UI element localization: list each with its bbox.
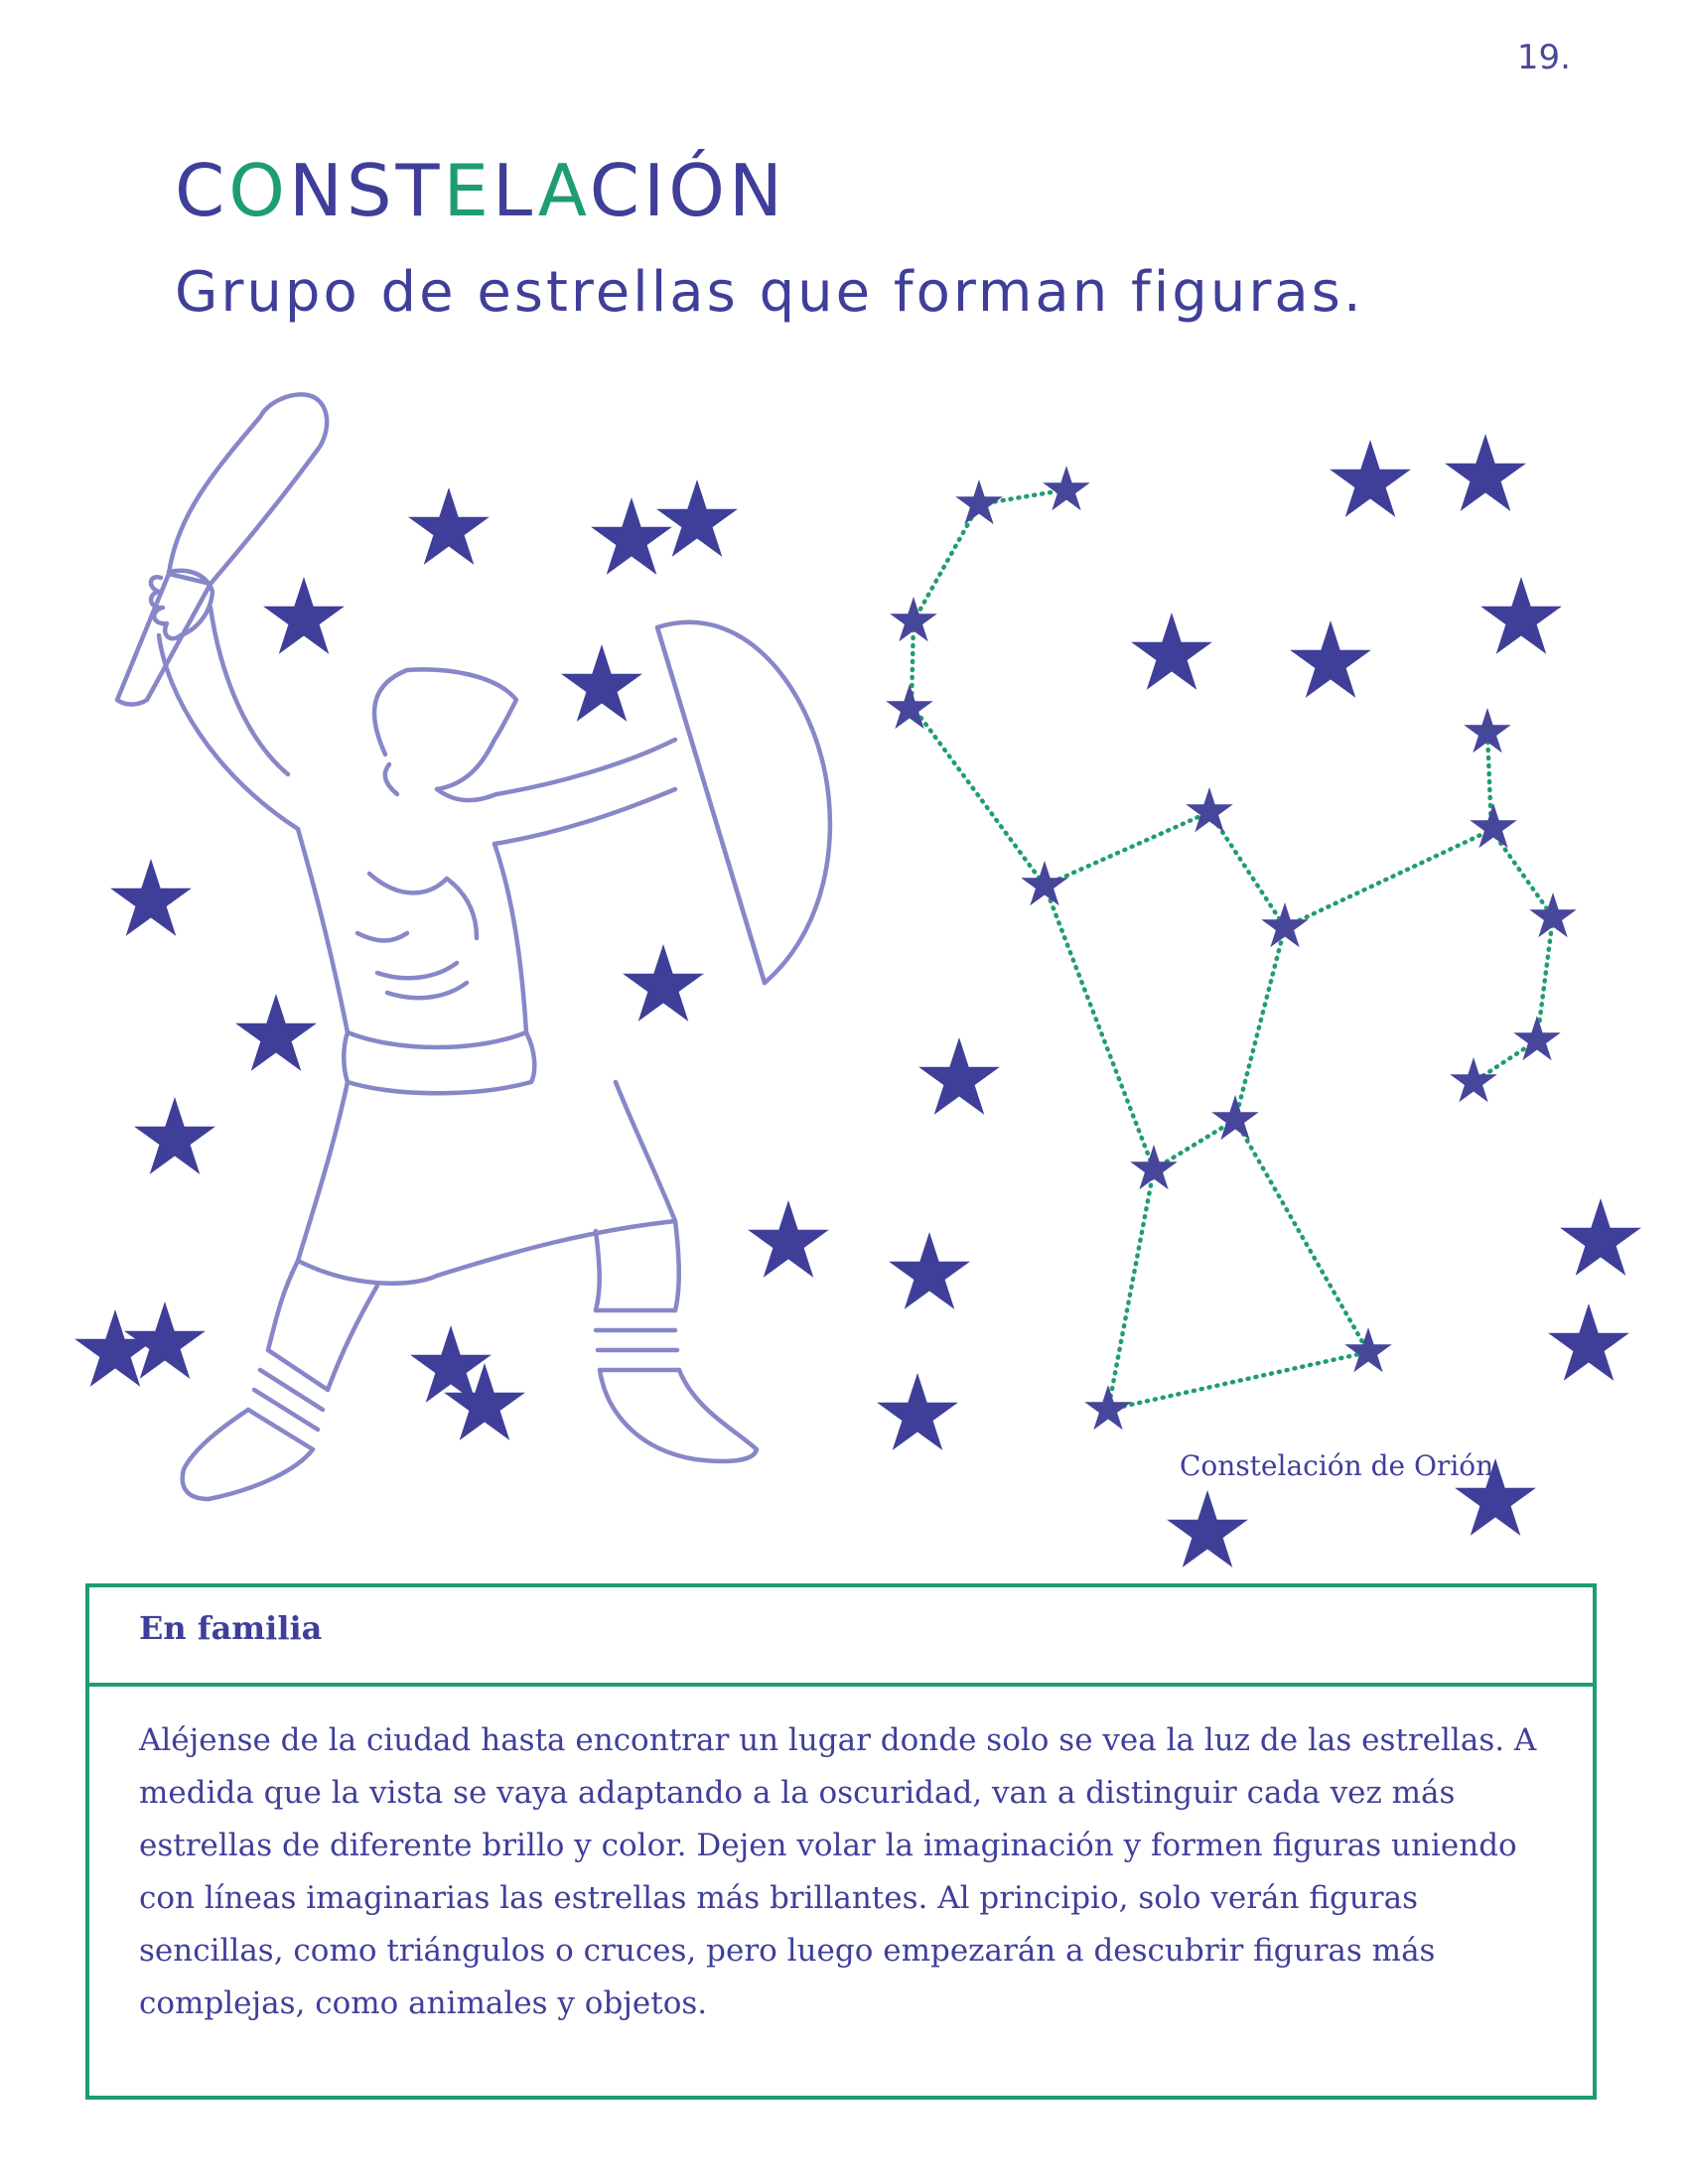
constellation-line xyxy=(1108,1352,1368,1410)
constellation-line xyxy=(1045,812,1209,886)
small-star-icon xyxy=(1579,1335,1600,1355)
constellation-line xyxy=(1491,830,1553,917)
small-star-icon xyxy=(294,609,315,628)
bright-star-icon xyxy=(1021,861,1068,905)
title-part: NST xyxy=(288,149,444,232)
constellation-lines xyxy=(912,490,1553,1410)
small-star-icon xyxy=(1321,652,1341,672)
title-part: A xyxy=(537,149,590,232)
small-star-icon xyxy=(266,1025,287,1045)
family-box-text: Aléjense de la ciudad hasta encontrar un lugar donde solo se vea la luz de las estrellas. A medida que la vista se vaya adaptando a la oscuridad, van a distinguir cada vez más estrellas de diferente brillo y color. Dejen volar la imaginación y formen figuras uniendo con líneas imaginarias las estrellas más brillantes. Al principio, solo verán figuras sencillas, como triángulos o cruces, pero luego empezarán a descubrir figuras más complejas, como animales y objetos. xyxy=(139,1722,1537,2021)
small-star-icon xyxy=(1511,609,1532,628)
constellation-line xyxy=(1235,927,1285,1120)
page-subtitle: Grupo de estrellas que forman figuras. xyxy=(175,260,1364,325)
constellation-line xyxy=(914,504,979,621)
small-star-icon xyxy=(1476,466,1496,485)
small-star-icon xyxy=(141,890,162,910)
small-star-icon xyxy=(653,976,674,996)
title-part: L xyxy=(492,149,538,232)
bright-star-icon xyxy=(1470,803,1517,848)
small-star-icon xyxy=(1162,644,1183,664)
constellation-line xyxy=(1285,830,1491,927)
bright-star-icon xyxy=(1513,1016,1561,1060)
small-star-icon xyxy=(165,1129,186,1149)
orion-stars xyxy=(886,466,1577,1430)
small-star-icon xyxy=(949,1069,970,1089)
bright-star-icon xyxy=(1043,466,1090,510)
small-star-icon xyxy=(1197,1522,1218,1542)
small-star-icon xyxy=(778,1232,799,1252)
bright-star-icon xyxy=(1186,787,1233,832)
hunter-figure xyxy=(117,394,830,1499)
bright-star-icon xyxy=(1211,1095,1259,1140)
bright-star-icon xyxy=(1130,1145,1178,1189)
constellation-line xyxy=(912,705,1045,886)
small-star-icon xyxy=(1485,1490,1506,1510)
constellation-caption: Constelación de Orión. xyxy=(1180,1449,1503,1482)
title-part: O xyxy=(228,149,289,232)
bright-star-icon xyxy=(890,597,937,641)
small-star-icon xyxy=(592,676,613,696)
small-star-icon xyxy=(439,519,460,539)
page-number: 19. xyxy=(1516,38,1571,77)
family-activity-box xyxy=(85,1583,1597,2100)
small-star-icon xyxy=(105,1341,126,1361)
page-title xyxy=(175,149,786,232)
small-star-icon xyxy=(1360,472,1381,491)
title-part: E xyxy=(443,149,492,232)
constellation-line xyxy=(1045,886,1154,1169)
bright-star-icon xyxy=(1464,708,1511,752)
constellation-line xyxy=(1235,1120,1368,1352)
title-part: CIÓN xyxy=(589,149,786,232)
bright-star-icon xyxy=(1261,902,1309,947)
small-star-icon xyxy=(475,1395,495,1415)
bright-star-icon xyxy=(1529,892,1577,937)
orion-illustration xyxy=(0,377,1688,1569)
small-star-icon xyxy=(622,529,642,549)
title-part: C xyxy=(175,149,229,232)
small-star-icon xyxy=(1591,1230,1612,1250)
bright-star-icon xyxy=(1450,1057,1497,1102)
small-star-icon xyxy=(919,1264,940,1284)
family-box-heading: En familia xyxy=(89,1587,1593,1687)
small-star-icon xyxy=(155,1333,176,1353)
small-star-icon xyxy=(908,1405,928,1425)
constellation-line xyxy=(1108,1169,1154,1410)
small-star-icon xyxy=(687,511,708,531)
small-star-icon xyxy=(441,1357,462,1377)
bright-star-icon xyxy=(1344,1327,1392,1372)
